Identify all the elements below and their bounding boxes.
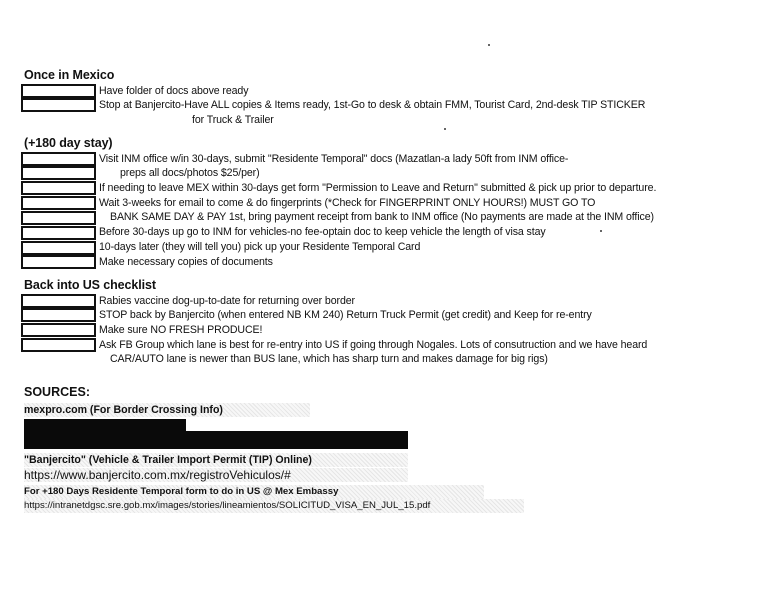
checklist-item-continued: preps all docs/photos $25/per) bbox=[120, 167, 260, 179]
checklist-item: Before 30-days up go to INM for vehicles-no fee-optain doc to keep vehicle the length of visa stay bbox=[99, 226, 546, 238]
scan-speck bbox=[488, 44, 490, 46]
checkbox[interactable] bbox=[21, 255, 96, 269]
checkbox[interactable] bbox=[21, 166, 96, 180]
checklist-item: Have folder of docs above ready bbox=[99, 85, 249, 97]
checkbox[interactable] bbox=[21, 211, 96, 225]
checklist-item: If needing to leave MEX within 30-days get form "Permission to Leave and Return" submitted & pick up prior to departure. bbox=[99, 182, 657, 194]
checklist-item: STOP back by Banjercito (when entered NB KM 240) Return Truck Permit (get credit) and Keep for re-entry bbox=[99, 309, 592, 321]
checklist-item: Wait 3-weeks for email to come & do fingerprints (*Check for FINGERPRINT ONLY HOURS!) MUST GO TO bbox=[99, 197, 596, 209]
source-line-embassy: For +180 Days Residente Temporal form to do in US @ Mex Embassy bbox=[24, 485, 484, 499]
checkbox[interactable] bbox=[21, 226, 96, 240]
checklist-item: Rabies vaccine dog-up-to-date for returning over border bbox=[99, 295, 355, 307]
source-link-banjercito[interactable]: https://www.banjercito.com.mx/registroVehiculos/# bbox=[24, 468, 408, 482]
section-heading-mexico: Once in Mexico bbox=[24, 68, 115, 82]
checkbox[interactable] bbox=[21, 181, 96, 195]
checkbox[interactable] bbox=[21, 338, 96, 352]
source-link-visa-form[interactable]: https://intranetdgsc.sre.gob.mx/images/stories/lineamientos/SOLICITUD_VISA_EN_JUL_15.pdf bbox=[24, 499, 524, 513]
checklist-item: Ask FB Group which lane is best for re-entry into US if going through Nogales. Lots of consutruction and we have heard bbox=[99, 339, 648, 351]
checkbox[interactable] bbox=[21, 84, 96, 98]
checkbox[interactable] bbox=[21, 98, 96, 112]
checkbox[interactable] bbox=[21, 241, 96, 255]
checklist-item: Stop at Banjercito-Have ALL copies & Items ready, 1st-Go to desk & obtain FMM, Tourist Card, 2nd-desk TIP STICKER bbox=[99, 99, 646, 111]
checkbox[interactable] bbox=[21, 308, 96, 322]
checklist-item: Make necessary copies of documents bbox=[99, 256, 273, 268]
source-line-banjercito: "Banjercito" (Vehicle & Trailer Import Permit (TIP) Online) bbox=[24, 453, 408, 467]
checklist-item: Make sure NO FRESH PRODUCE! bbox=[99, 324, 263, 336]
source-line-mexpro: mexpro.com (For Border Crossing Info) bbox=[24, 403, 310, 417]
sources-heading: SOURCES: bbox=[24, 385, 90, 399]
checkbox[interactable] bbox=[21, 152, 96, 166]
checkbox[interactable] bbox=[21, 323, 96, 337]
checklist-item-continued: BANK SAME DAY & PAY 1st, bring payment receipt from bank to INM office (No payments are made at the INM office) bbox=[110, 211, 654, 223]
checkbox[interactable] bbox=[21, 196, 96, 210]
redaction-bar bbox=[24, 419, 186, 431]
checklist-item: 10-days later (they will tell you) pick up your Residente Temporal Card bbox=[99, 241, 421, 253]
checklist-item-continued: CAR/AUTO lane is newer than BUS lane, which has sharp turn and makes damage for big rigs) bbox=[110, 353, 548, 365]
section-heading-stay: (+180 day stay) bbox=[24, 136, 113, 150]
scan-speck bbox=[600, 230, 602, 232]
scan-speck bbox=[444, 128, 446, 130]
checklist-item: Visit INM office w/in 30-days, submit "Residente Temporal" docs (Mazatlan-a lady 50ft from INM office- bbox=[99, 153, 569, 165]
checklist-item-continued: for Truck & Trailer bbox=[192, 114, 274, 126]
redaction-bar bbox=[24, 431, 408, 449]
section-heading-us: Back into US checklist bbox=[24, 278, 156, 292]
checkbox[interactable] bbox=[21, 294, 96, 308]
